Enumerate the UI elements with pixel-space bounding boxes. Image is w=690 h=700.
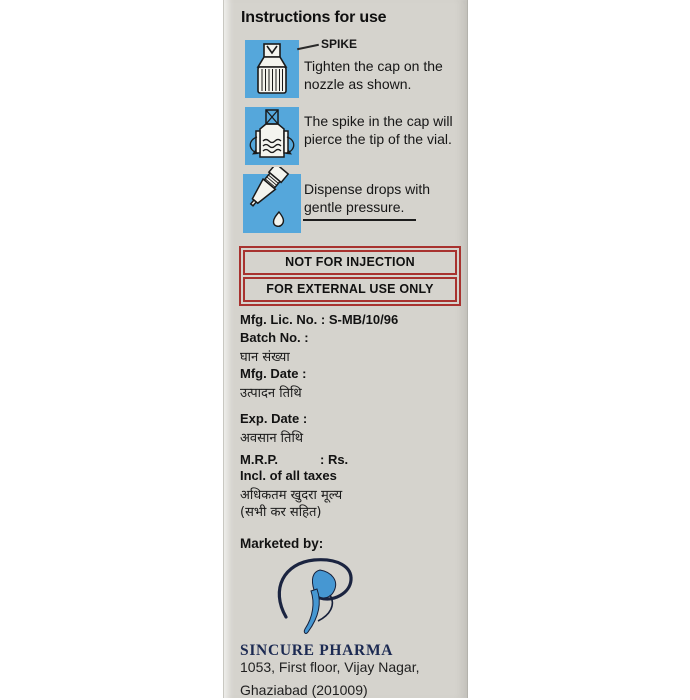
sincure-pharma-logo [270,553,362,641]
spike-pierce-icon [245,107,299,165]
cap-nozzle-icon [245,40,299,98]
mfg-date-hindi: उत्पादन तिथि [240,386,302,401]
address-line-1: 1053, First floor, Vijay Nagar, [240,659,420,675]
mrp-label: M.R.P. [240,452,279,467]
mfg-date-label: Mfg. Date : [240,366,307,381]
exp-date-label: Exp. Date : [240,411,308,426]
batch-no-hindi: घान संख्या [240,350,290,365]
mfg-lic-no: Mfg. Lic. No. : S-MB/10/96 [240,312,399,327]
marketed-by-label: Marketed by: [240,536,324,551]
taxes-hindi: (सभी कर सहित) [240,505,322,520]
spike-callout-label: SPIKE [321,37,358,51]
step-2-text: The spike in the cap will pierce the tip of the vial. [304,113,453,147]
spike-callout-line [297,44,319,51]
step-1-text: Tighten the cap on the nozzle as shown. [304,58,443,92]
warning-box [239,246,461,306]
dispense-drops-icon [235,167,303,235]
exp-date-hindi: अवसान तिथि [240,431,304,446]
address-line-2: Ghaziabad (201009) [240,682,368,698]
taxes-note: Incl. of all taxes [240,468,337,483]
mrp-value: : Rs. [320,452,349,467]
batch-no-label: Batch No. : [240,330,309,345]
instructions-title: Instructions for use [241,9,387,26]
company-name: SINCURE PHARMA [240,642,394,659]
warning-external-use-only: FOR EXTERNAL USE ONLY [243,277,457,302]
step-3-underline [303,219,416,221]
mrp-hindi: अधिकतम खुदरा मूल्य [240,488,343,503]
warning-not-for-injection: NOT FOR INJECTION [243,250,457,275]
carton-side-panel [223,0,468,698]
step-3-text: Dispense drops with gentle pressure. [304,181,431,215]
mrp-row [240,452,348,467]
